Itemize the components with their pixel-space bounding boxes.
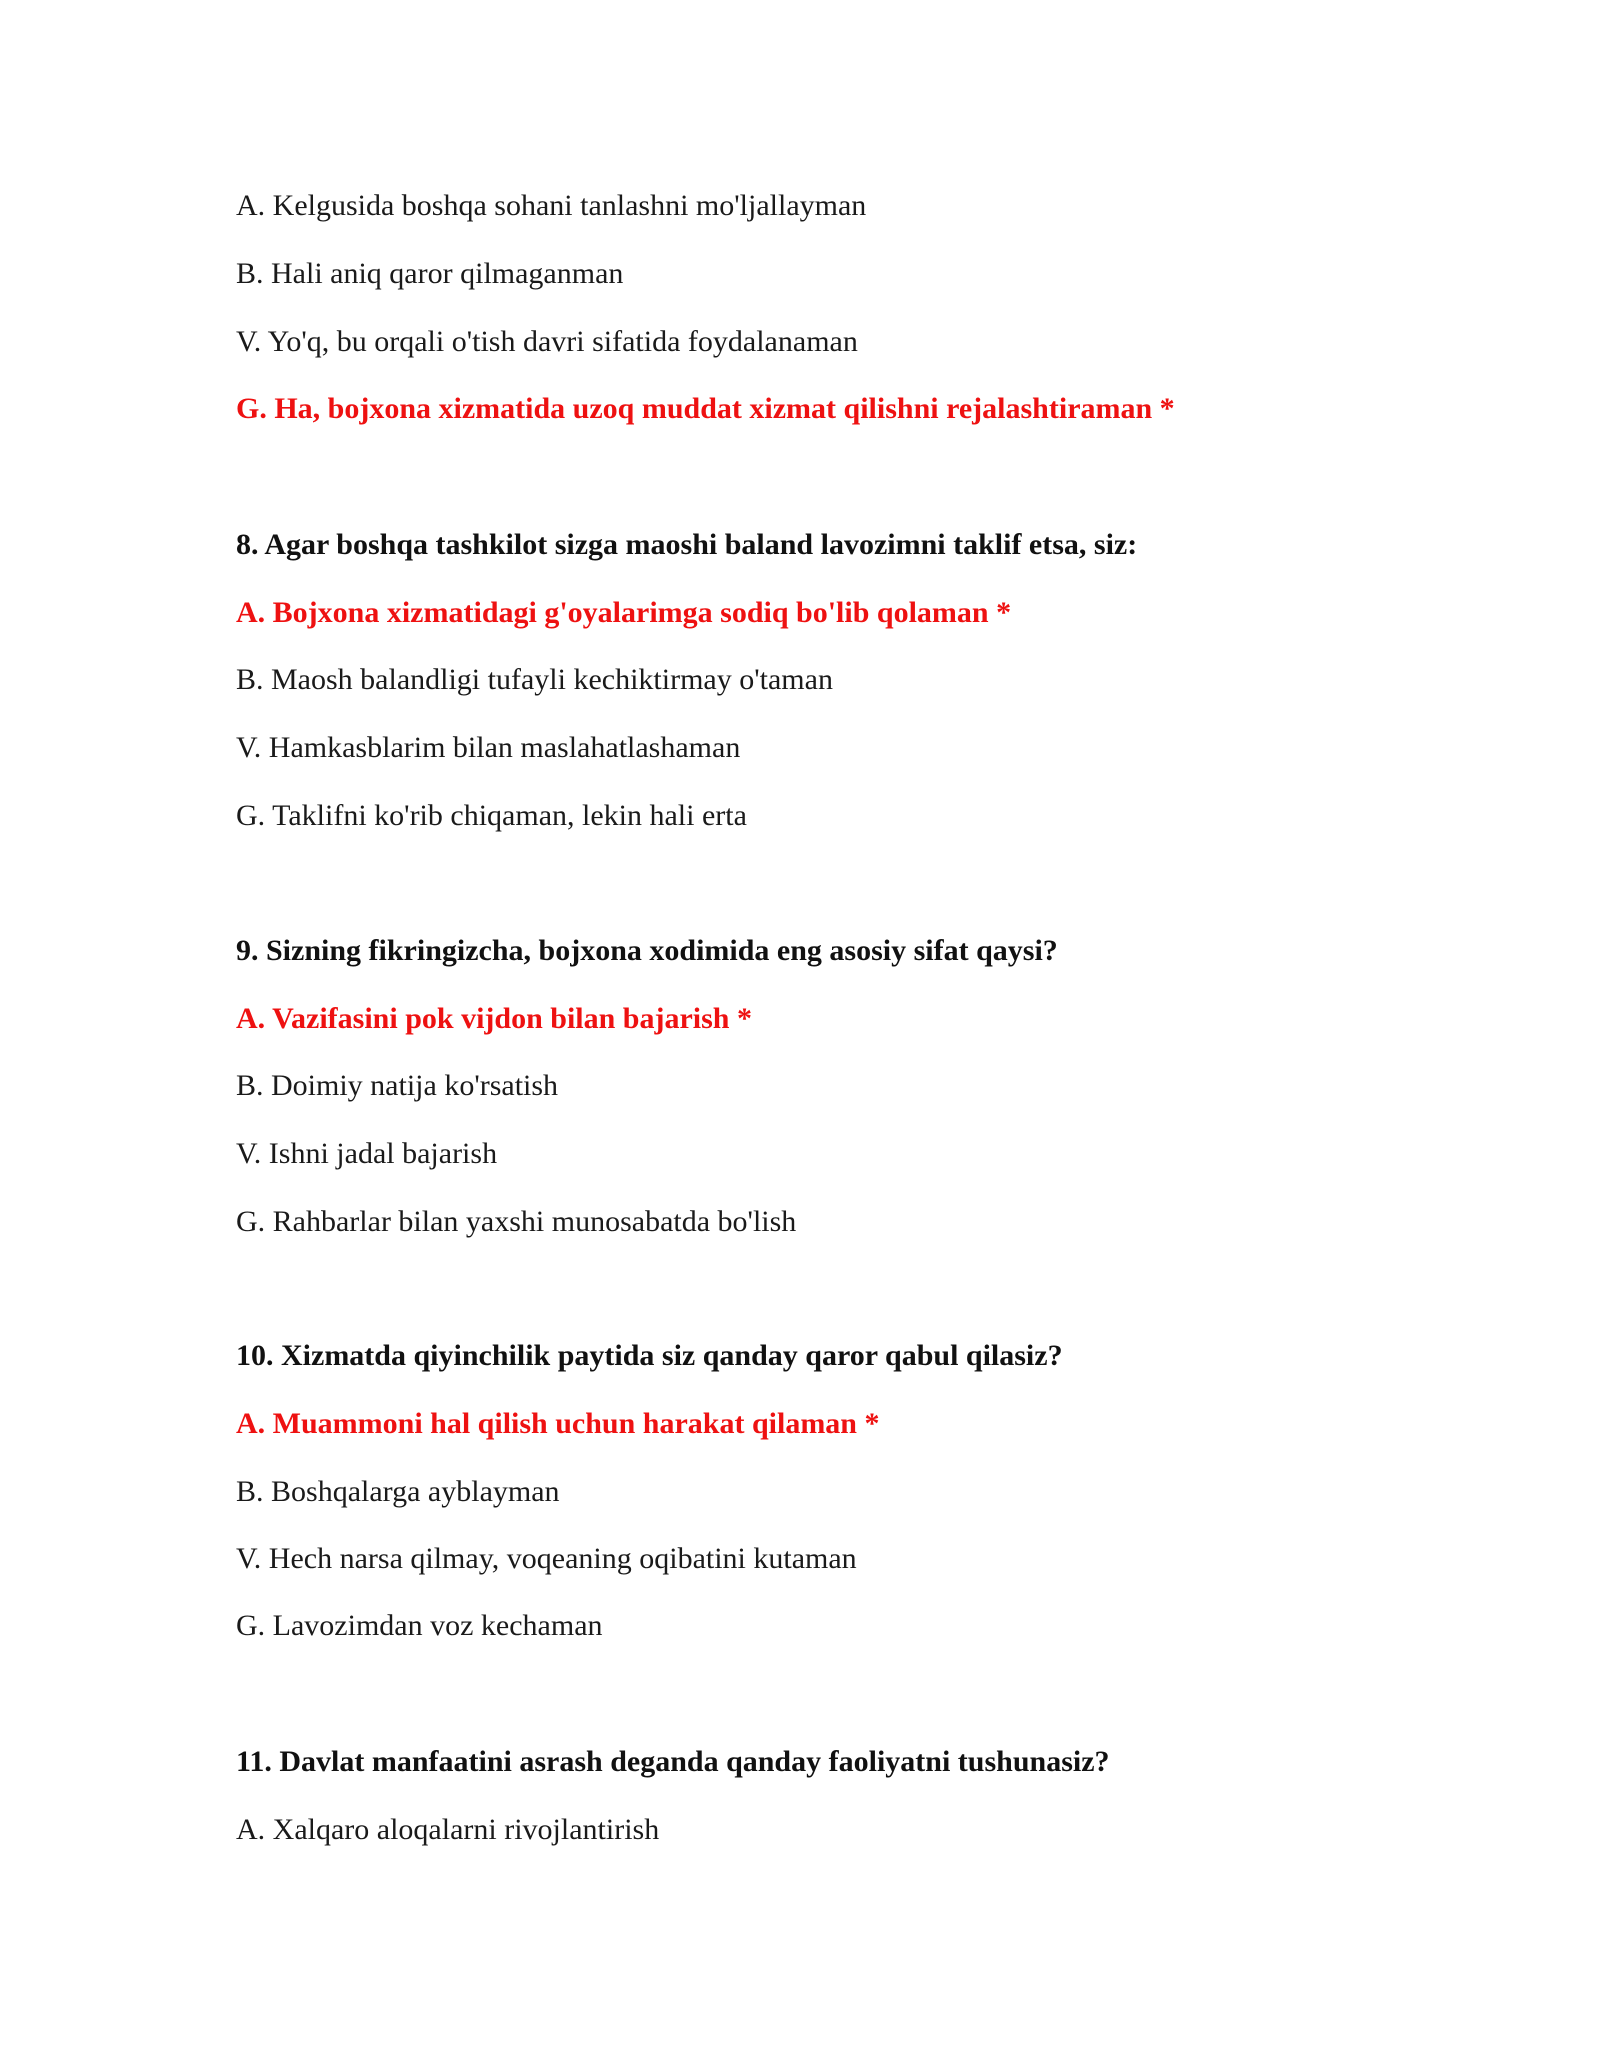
q8-option-a-correct: A. Bojxona xizmatidagi g'oyalarimga sodiq bo'lib qolaman *: [236, 596, 1012, 629]
q7-option-g-correct: G. Ha, bojxona xizmatida uzoq muddat xizmat qilishni rejalashtiraman *: [236, 392, 1175, 425]
q9-option-g: G. Rahbarlar bilan yaxshi munosabatda bo'lish: [236, 1205, 797, 1238]
q10-option-b: B. Boshqalarga ayblayman: [236, 1475, 560, 1508]
q8-option-g: G. Taklifni ko'rib chiqaman, lekin hali erta: [236, 799, 747, 832]
q8-question: 8. Agar boshqa tashkilot sizga maoshi baland lavozimni taklif etsa, siz:: [236, 528, 1138, 561]
q9-option-v: V. Ishni jadal bajarish: [236, 1137, 498, 1170]
q9-option-a-correct: A. Vazifasini pok vijdon bilan bajarish *: [236, 1002, 752, 1035]
q8-option-v: V. Hamkasblarim bilan maslahatlashaman: [236, 731, 741, 764]
q10-option-a-correct: A. Muammoni hal qilish uchun harakat qilaman *: [236, 1407, 880, 1440]
q7-option-v: V. Yo'q, bu orqali o'tish davri sifatida foydalanaman: [236, 325, 858, 358]
q9-option-b: B. Doimiy natija ko'rsatish: [236, 1069, 559, 1102]
q7-option-a: A. Kelgusida boshqa sohani tanlashni mo'ljallayman: [236, 189, 867, 222]
q10-option-v: V. Hech narsa qilmay, voqeaning oqibatini kutaman: [236, 1542, 857, 1575]
q7-option-b: B. Hali aniq qaror qilmaganman: [236, 257, 624, 290]
q11-question: 11. Davlat manfaatini asrash deganda qanday faoliyatni tushunasiz?: [236, 1745, 1110, 1778]
q10-option-g: G. Lavozimdan voz kechaman: [236, 1609, 603, 1642]
q8-option-b: B. Maosh balandligi tufayli kechiktirmay o'taman: [236, 663, 833, 696]
q10-question: 10. Xizmatda qiyinchilik paytida siz qanday qaror qabul qilasiz?: [236, 1339, 1063, 1372]
q11-option-a: A. Xalqaro aloqalarni rivojlantirish: [236, 1813, 660, 1846]
q9-question: 9. Sizning fikringizcha, bojxona xodimida eng asosiy sifat qaysi?: [236, 934, 1058, 967]
